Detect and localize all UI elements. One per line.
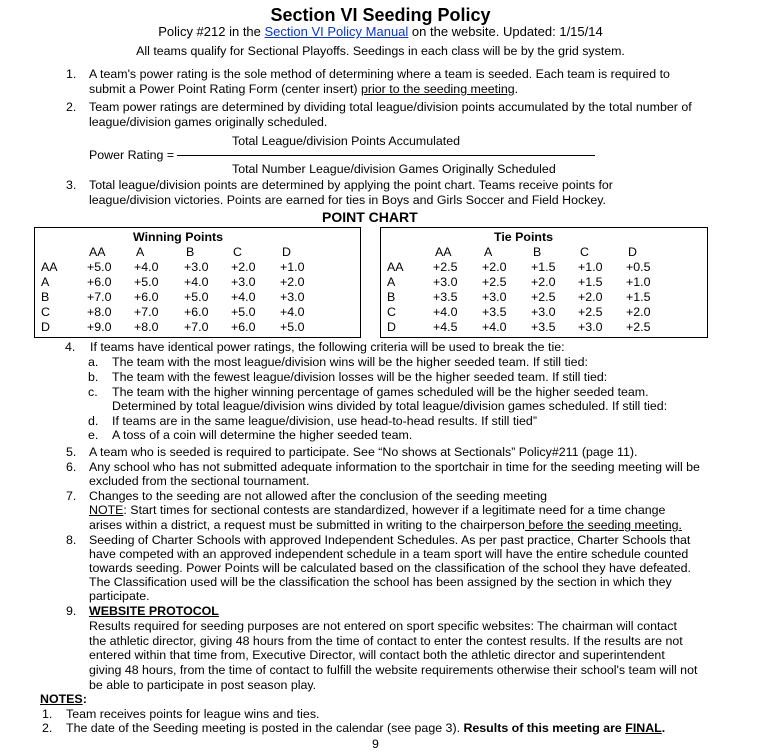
item-1-period: . <box>514 82 519 96</box>
tie-points-cell: +2.0 <box>482 260 507 274</box>
tie-points-col-header: C <box>580 245 589 259</box>
item-6-number: 6. <box>66 460 77 474</box>
item-3-line-2: league/division victories. Points are earned for ties in Boys and Girls Soccer and Field Hockey. <box>89 193 606 207</box>
winning-points-cell: +4.0 <box>134 260 159 274</box>
item-4e-letter: e. <box>88 428 99 442</box>
tie-points-cell: +2.0 <box>578 290 603 304</box>
tie-points-row-label: C <box>387 305 396 319</box>
item-7-note-line <box>89 503 665 518</box>
winning-points-cell: +4.0 <box>280 305 305 319</box>
item-4c-letter: c. <box>88 385 98 399</box>
formula-denominator: Total Number League/division Games Originally Scheduled <box>232 162 556 176</box>
formula-label: Power Rating = <box>89 148 175 162</box>
winning-points-cell: +7.0 <box>184 320 209 334</box>
item-8-line-5: participate. <box>89 589 150 603</box>
winning-points-col-header: AA <box>89 245 106 259</box>
tie-points-cell: +2.0 <box>626 305 651 319</box>
tie-points-cell: +3.5 <box>482 305 507 319</box>
winning-points-col-header: B <box>186 245 195 259</box>
note-2-text: The date of the Seeding meeting is posted in the calendar (see page 3). <box>66 721 464 735</box>
item-4c-text: The team with the higher winning percentage of games scheduled will be the higher seeded team. <box>112 385 649 399</box>
winning-points-cell: +5.0 <box>231 305 256 319</box>
tie-points-table <box>380 227 708 338</box>
tie-points-cell: +1.0 <box>626 275 651 289</box>
item-1-line-2 <box>89 82 518 97</box>
item-1-underlined: prior to the seeding meeting <box>361 82 515 96</box>
item-7-note-label: NOTE <box>89 503 124 517</box>
winning-points-cell: +8.0 <box>134 320 159 334</box>
tie-points-cell: +3.0 <box>531 305 556 319</box>
note-1-number: 1. <box>42 707 53 721</box>
winning-points-col-header: A <box>136 245 145 259</box>
tie-points-cell: +1.5 <box>531 260 556 274</box>
formula-fraction-line <box>177 155 595 156</box>
tie-points-col-header: A <box>484 245 493 259</box>
item-2-number: 2. <box>66 100 77 114</box>
item-7-note-text: : Start times for sectional contests are standardized, however if a legitimate need for a time change <box>123 503 666 517</box>
winning-points-cell: +1.0 <box>280 260 305 274</box>
item-7-line-3-underlined: before the seeding meeting. <box>524 518 682 532</box>
item-4-intro: If teams have identical power ratings, the following criteria will be used to break the tie: <box>90 340 565 354</box>
item-9-title: WEBSITE PROTOCOL <box>89 604 219 618</box>
winning-points-col-header: C <box>233 245 242 259</box>
notes-title: NOTES <box>40 692 83 706</box>
winning-points-cell: +2.0 <box>280 275 305 289</box>
tie-points-col-header: B <box>533 245 542 259</box>
winning-points-cell: +6.0 <box>184 305 209 319</box>
winning-points-row-label: C <box>41 305 50 319</box>
tie-points-cell: +4.0 <box>482 320 507 334</box>
winning-points-row-label: AA <box>41 260 58 274</box>
item-7-line-3 <box>89 518 682 533</box>
item-3-line-1: Total league/division points are determined by applying the point chart. Teams receive points for <box>89 178 613 192</box>
item-4a-text: The team with the most league/division wins will be the higher seeded team. If still tied: <box>112 355 588 369</box>
tie-points-cell: +1.5 <box>626 290 651 304</box>
tie-points-cell: +4.5 <box>433 320 458 334</box>
item-5-number: 5. <box>66 445 77 459</box>
item-9-line-4: giving 48 hours, from the time of contact to fulfill the website requirements otherwise their school's team will not <box>89 663 698 677</box>
tie-points-cell: +2.5 <box>433 260 458 274</box>
tie-points-cell: +1.5 <box>578 275 603 289</box>
winning-points-cell: +3.0 <box>231 275 256 289</box>
item-4e-text: A toss of a coin will determine the higher seeded team. <box>112 428 413 442</box>
item-7-line-1: Changes to the seeding are not allowed after the conclusion of the seeding meeting <box>89 489 548 503</box>
winning-points-cell: +3.0 <box>184 260 209 274</box>
note-2-bold: Results of this meeting are <box>463 721 626 735</box>
item-4b-text: The team with the fewest league/division losses will be the higher seeded team. If still tied: <box>112 370 608 384</box>
item-4d-letter: d. <box>88 414 99 428</box>
item-7-line-3-text: arises within a district, a request must be submitted in writing to the chairperson <box>89 518 525 532</box>
item-2-line-1: Team power ratings are determined by dividing total league/division points accumulated by the total number of <box>89 100 692 114</box>
tie-points-row-label: B <box>387 290 396 304</box>
winning-points-cell: +4.0 <box>231 290 256 304</box>
item-4a-letter: a. <box>88 355 99 369</box>
tie-points-cell: +2.5 <box>626 320 651 334</box>
item-8-line-4: The Classification used will be the classification the school has been assigned by the section in which they <box>89 575 672 589</box>
tie-points-cell: +3.5 <box>433 290 458 304</box>
page-number: 9 <box>372 737 379 751</box>
policy-manual-link[interactable]: Section VI Policy Manual <box>264 24 409 39</box>
item-8-number: 8. <box>66 533 77 547</box>
winning-points-row-label: D <box>41 320 50 334</box>
tie-points-cell: +0.5 <box>626 260 651 274</box>
item-4c-continued: Determined by total league/division wins divided by total league/division games scheduled. If still tied: <box>112 399 668 413</box>
note-2-number: 2. <box>42 721 53 735</box>
policy-suffix: on the website. Updated: 1/15/14 <box>408 24 603 39</box>
tie-points-cell: +3.0 <box>482 290 507 304</box>
tie-points-cell: +2.5 <box>578 305 603 319</box>
tie-points-cell: +2.5 <box>531 290 556 304</box>
tie-points-row-label: D <box>387 320 396 334</box>
tie-points-title: Tie Points <box>494 230 553 244</box>
winning-points-table <box>34 227 361 338</box>
formula-numerator: Total League/division Points Accumulated <box>232 134 460 148</box>
item-9-number: 9. <box>66 604 77 618</box>
winning-points-cell: +2.0 <box>231 260 256 274</box>
page-title: Section VI Seeding Policy <box>270 5 491 25</box>
tie-points-cell: +1.0 <box>578 260 603 274</box>
item-8-line-1: Seeding of Charter Schools with approved Independent Schedules. As per past practice, Charter Schools that <box>89 533 691 547</box>
point-chart-title: POINT CHART <box>322 209 418 225</box>
policy-line <box>0 24 761 39</box>
winning-points-cell: +6.0 <box>87 275 112 289</box>
winning-points-row-label: A <box>41 275 50 289</box>
item-5-text: A team who is seeded is required to participate. See “No shows at Sectionals” Policy#211 (page 11). <box>89 445 638 459</box>
winning-points-cell: +5.0 <box>134 275 159 289</box>
winning-points-row-label: B <box>41 290 50 304</box>
note-2-line <box>66 721 665 736</box>
item-8-line-3: towards seeding. Power Points will be calculated based on the classification of the school they have defeated. <box>89 561 691 575</box>
winning-points-cell: +5.0 <box>87 260 112 274</box>
item-4b-letter: b. <box>88 370 99 384</box>
item-6-line-1: Any school who has not submitted adequate information to the sportchair in time for the seeding meeting will be <box>89 460 700 474</box>
winning-points-cell: +6.0 <box>231 320 256 334</box>
tie-points-row-label: A <box>387 275 396 289</box>
winning-points-cell: +7.0 <box>134 305 159 319</box>
winning-points-title: Winning Points <box>133 230 224 244</box>
item-9-line-2: the athletic director, giving 48 hours from the time of contact to enter the contest results. If the results are not <box>89 634 683 648</box>
item-2-line-2: league/division games originally scheduled. <box>89 115 328 129</box>
item-9-line-5: be able to participate in post season play. <box>89 678 317 692</box>
item-1-number: 1. <box>66 67 77 81</box>
item-9-line-3: entered within that time from, Executive Director, will contact both the athletic director and superintendent <box>89 648 665 662</box>
tie-points-cell: +3.0 <box>433 275 458 289</box>
item-4-number: 4. <box>65 340 76 354</box>
winning-points-cell: +4.0 <box>184 275 209 289</box>
winning-points-col-header: D <box>282 245 291 259</box>
item-3-number: 3. <box>66 178 77 192</box>
tie-points-col-header: D <box>628 245 637 259</box>
item-8-line-2: have competed with an approved independent schedule in a team sport will have the entire schedule counted <box>89 547 689 561</box>
policy-prefix: Policy #212 in the <box>158 24 265 39</box>
note-2-end: . <box>661 721 666 735</box>
tie-points-row-label: AA <box>387 260 404 274</box>
note-1-text: Team receives points for league wins and ties. <box>66 707 320 721</box>
notes-heading <box>40 692 87 707</box>
item-1-text: submit a Power Point Rating Form (center insert) <box>89 82 362 96</box>
winning-points-cell: +5.0 <box>280 320 305 334</box>
tie-points-cell: +4.0 <box>433 305 458 319</box>
note-2-final: FINAL <box>625 721 662 735</box>
tie-points-col-header: AA <box>435 245 452 259</box>
tie-points-cell: +2.5 <box>482 275 507 289</box>
item-6-line-2: excluded from the sectional tournament. <box>89 474 310 488</box>
item-4d-text: If teams are in the same league/division, use head-to-head results. If still tied” <box>112 414 537 428</box>
item-9-line-1: Results required for seeding purposes are not entered on sport specific websites: The chairman will contact <box>89 619 677 633</box>
winning-points-cell: +9.0 <box>87 320 112 334</box>
item-1-line-1: A team's power rating is the sole method of determining where a team is seeded. Each team is required to <box>89 67 670 81</box>
winning-points-cell: +6.0 <box>134 290 159 304</box>
winning-points-cell: +5.0 <box>184 290 209 304</box>
tie-points-cell: +2.0 <box>531 275 556 289</box>
item-7-number: 7. <box>66 489 77 503</box>
winning-points-cell: +7.0 <box>87 290 112 304</box>
tie-points-cell: +3.0 <box>578 320 603 334</box>
intro-text: All teams qualify for Sectional Playoffs. Seedings in each class will be by the grid system. <box>136 44 625 58</box>
tie-points-cell: +3.5 <box>531 320 556 334</box>
winning-points-cell: +3.0 <box>280 290 305 304</box>
winning-points-cell: +8.0 <box>87 305 112 319</box>
notes-colon: : <box>82 692 87 706</box>
